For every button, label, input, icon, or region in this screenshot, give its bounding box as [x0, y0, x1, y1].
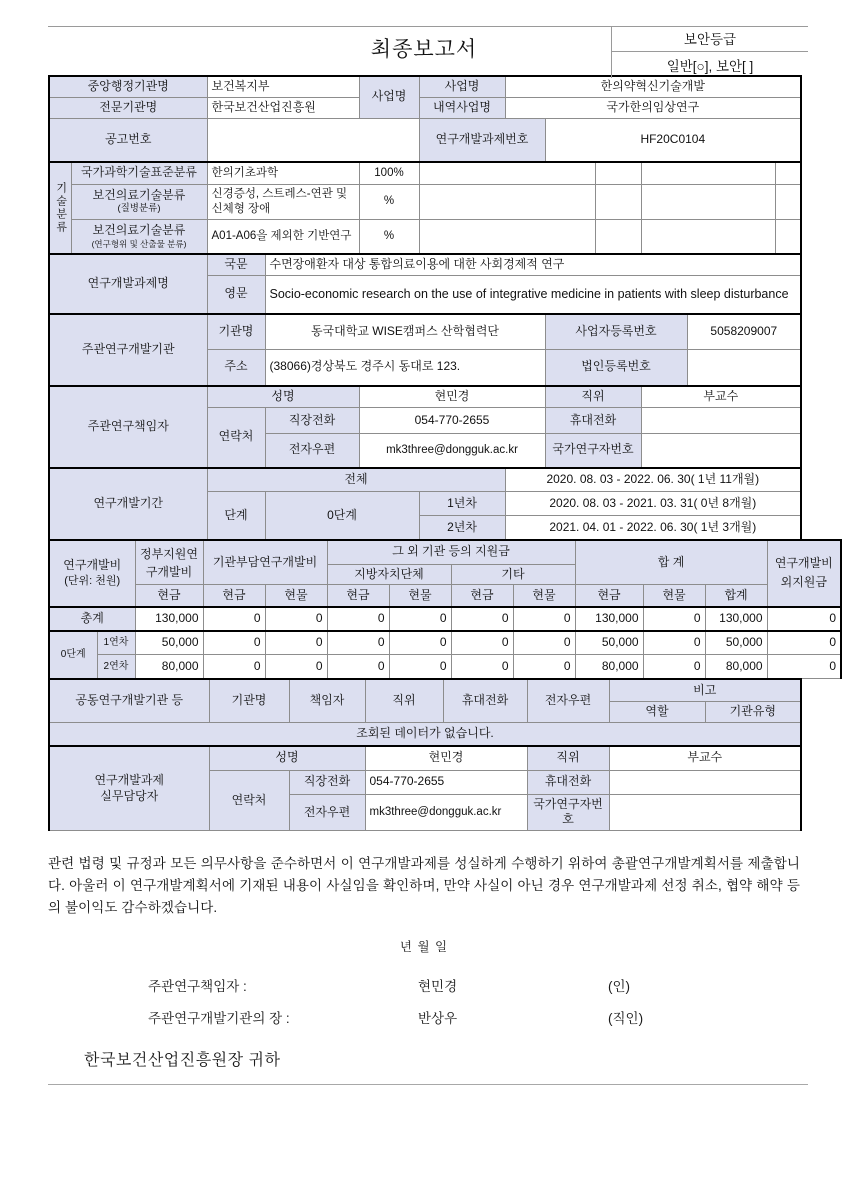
- addressee: 한국보건산업진흥원장 귀하: [84, 1051, 281, 1069]
- tech-row-pct-2: %: [359, 220, 419, 254]
- host-org-label: 주관연구개발기관: [49, 314, 207, 386]
- tech-row-extra-1c: [641, 184, 775, 219]
- budget-row-org-cash-0: 0: [203, 607, 265, 631]
- budget-local-label: 지방자치단체: [327, 564, 451, 585]
- joint-org-mobile-header: 휴대전화: [443, 679, 527, 722]
- table-row: [49, 97, 801, 118]
- table-row: [49, 607, 841, 631]
- signature-seal-org-head: (직인): [608, 1010, 644, 1026]
- declaration-text: 관련 법령 및 규정과 모든 의무사항을 준수하면서 이 연구개발과제를 성실하게 수행하기 위하여 총괄연구개발계획서를 제출합니다. 아울러 이 연구개발계획서에 기재된 내용이 사실임을 확인하며, 만약 사실이 아닌 경우 연구개발과제 선정 취소, 협약 해약 등의 불이익도 감수하겠습니다.: [48, 856, 800, 916]
- pi-mobile-value: [641, 408, 801, 434]
- pi-email-value: mk3three@dongguk.ac.kr: [359, 434, 545, 468]
- signature-label-pi: 주관연구책임자 :: [148, 978, 247, 994]
- budget-total-inkind-label: 현물: [643, 585, 705, 607]
- budget-row-local-inkind-1: 0: [389, 631, 451, 655]
- table-row: [49, 746, 801, 770]
- budget-etc-inkind-label: 현물: [513, 585, 575, 607]
- budget-gov-label: 정부지원연구개발비: [135, 540, 203, 585]
- project-title-korean-label: 국문: [207, 254, 265, 276]
- tech-row-label-2: 보건의료기술분류 (연구형위 및 산출물 분류): [71, 220, 207, 254]
- budget-org-label: 기관부담연구개발비: [203, 540, 327, 585]
- staff-researcher-no-label: 국가연구자번호: [527, 794, 609, 831]
- budget-row-name-0: 총계: [49, 607, 135, 631]
- staff-researcher-no-value: [609, 794, 801, 831]
- budget-org-cash-label: 현금: [203, 585, 265, 607]
- staff-position-value: 부교수: [609, 746, 801, 770]
- pi-researcher-no-value: [641, 434, 801, 468]
- staff-office-phone-label: 직장전화: [289, 770, 365, 794]
- period-stage-label: 단계: [207, 492, 265, 540]
- bottom-divider: [48, 1084, 808, 1085]
- budget-other-label: 그 외 기관 등의 지원금: [327, 540, 575, 564]
- budget-row-gov-cash-2: 80,000: [135, 655, 203, 679]
- budget-row-etc-cash-1: 0: [451, 631, 513, 655]
- tech-row-value-1: 신경증성, 스트레스-연관 및 신체형 장애: [207, 184, 359, 219]
- project-group-label: 사업명: [359, 76, 419, 118]
- budget-etc-cash-label: 현금: [451, 585, 513, 607]
- corp-reg-number-value: [687, 350, 801, 386]
- pi-contact-label: 연락처: [207, 408, 265, 468]
- staff-name-value: 현민경: [365, 746, 527, 770]
- tech-row-extra-2c: [641, 220, 775, 254]
- budget-row-org-inkind-1: 0: [265, 631, 327, 655]
- budget-row-local-cash-0: 0: [327, 607, 389, 631]
- joint-org-name-header: 기관명: [209, 679, 289, 722]
- joint-org-position-header: 직위: [365, 679, 443, 722]
- tech-row-extra-1a: [419, 184, 595, 219]
- budget-row-local-inkind-2: 0: [389, 655, 451, 679]
- staff-email-label: 전자우편: [289, 794, 365, 831]
- staff-mobile-label: 휴대전화: [527, 770, 609, 794]
- budget-row-etc-inkind-2: 0: [513, 655, 575, 679]
- host-org-name-value: 동국대학교 WISE캠퍼스 산학협력단: [265, 314, 545, 350]
- pi-researcher-no-label: 국가연구자번호: [545, 434, 641, 468]
- staff-mobile-value: [609, 770, 801, 794]
- central-agency-value: 보건복지부: [207, 76, 359, 97]
- budget-row-gov-cash-0: 130,000: [135, 607, 203, 631]
- table-row: [49, 631, 841, 655]
- corp-reg-number-label: 법인등록번호: [545, 350, 687, 386]
- tech-row-pct-0: 100%: [359, 162, 419, 184]
- pi-name-value: 현민경: [359, 386, 545, 408]
- period-stage-value: 0단계: [265, 492, 419, 540]
- tech-row-pct-1: %: [359, 184, 419, 219]
- period-year-value-1: 2021. 04. 01 - 2022. 06. 30( 1년 3개월): [505, 516, 801, 540]
- host-org-address-label: 주소: [207, 350, 265, 386]
- budget-row-local-cash-1: 0: [327, 631, 389, 655]
- joint-org-manager-header: 책임자: [289, 679, 365, 722]
- security-grade-value: 일반[○], 보안[ ]: [666, 59, 754, 74]
- budget-row-etc-inkind-1: 0: [513, 631, 575, 655]
- table-row: [49, 220, 801, 254]
- pi-position-label: 직위: [545, 386, 641, 408]
- budget-row-org-cash-1: 0: [203, 631, 265, 655]
- specialized-agency-value: 한국보건산업진흥원: [207, 97, 359, 118]
- budget-row-tot-cash-1: 50,000: [575, 631, 643, 655]
- budget-row-tot-inkind-0: 0: [643, 607, 705, 631]
- notice-number-label: 공고번호: [49, 118, 207, 162]
- budget-row-etc-cash-0: 0: [451, 607, 513, 631]
- budget-row-tot-sum-2: 80,000: [705, 655, 767, 679]
- budget-row-tot-sum-0: 130,000: [705, 607, 767, 631]
- central-agency-label: 중앙행정기관명: [49, 76, 207, 97]
- pi-office-phone-label: 직장전화: [265, 408, 359, 434]
- project-title-english-value: Socio-economic research on the use of integrative medicine in patients with sleep disturbance: [265, 276, 801, 314]
- budget-row-etc-inkind-0: 0: [513, 607, 575, 631]
- table-row: [49, 468, 801, 492]
- table-row: [49, 184, 801, 219]
- biz-reg-number-label: 사업자등록번호: [545, 314, 687, 350]
- tech-row-extra-2d: [775, 220, 801, 254]
- budget-row-outside-0: 0: [767, 607, 841, 631]
- staff-contact-label: 연락처: [209, 770, 289, 831]
- staff-email-value: mk3three@dongguk.ac.kr: [365, 794, 527, 831]
- notice-number-value: [207, 118, 419, 162]
- joint-org-type-header: 기관유형: [705, 701, 801, 722]
- declaration-date-line: 년 월 일: [399, 939, 449, 954]
- project-title-english-label: 영문: [207, 276, 265, 314]
- period-year-label-0: 1년차: [419, 492, 505, 516]
- page-title: 최종보고서: [370, 38, 478, 61]
- budget-stage-label: 0단계: [49, 631, 97, 679]
- budget-corner-label: 연구개발비 (단위: 천원): [49, 540, 135, 607]
- tech-row-value-2: A01-A06을 제외한 기반연구: [207, 220, 359, 254]
- tech-classification-side-label: 기술분류: [49, 162, 71, 253]
- signature-row-pi: [48, 975, 800, 1007]
- period-year-label-1: 2년차: [419, 516, 505, 540]
- staff-office-phone-value: 054-770-2655: [365, 770, 527, 794]
- budget-row-gov-cash-1: 50,000: [135, 631, 203, 655]
- tech-row-extra-0d: [775, 162, 801, 184]
- budget-org-inkind-label: 현물: [265, 585, 327, 607]
- title-band: [48, 27, 800, 73]
- staff-label: 연구개발과제 실무담당자: [49, 746, 209, 831]
- table-row: [49, 76, 801, 97]
- project-name-label: 사업명: [419, 76, 505, 97]
- budget-table: [48, 539, 842, 679]
- tech-row-label-1: 보건의료기술분류 (질병분류): [71, 184, 207, 219]
- budget-row-local-cash-2: 0: [327, 655, 389, 679]
- task-number-label: 연구개발과제번호: [419, 118, 545, 162]
- joint-org-table: [48, 678, 802, 831]
- detail-project-value: 국가한의임상연구: [505, 97, 801, 118]
- table-row: [49, 118, 801, 162]
- budget-row-name-1: 1연차: [97, 631, 135, 655]
- task-number-value: HF20C0104: [545, 118, 801, 162]
- joint-org-empty-message: 조회된 데이터가 없습니다.: [49, 722, 801, 746]
- joint-org-label: 공동연구개발기관 등: [49, 679, 209, 722]
- tech-row-extra-1d: [775, 184, 801, 219]
- tech-row-label-0: 국가과학기술표준분류: [71, 162, 207, 184]
- budget-row-outside-1: 0: [767, 631, 841, 655]
- signature-row-org-head: [48, 1007, 800, 1039]
- budget-row-tot-sum-1: 50,000: [705, 631, 767, 655]
- table-row: [49, 540, 841, 564]
- security-grade-label: 보안등급: [612, 26, 808, 52]
- budget-row-tot-inkind-1: 0: [643, 631, 705, 655]
- budget-row-local-inkind-0: 0: [389, 607, 451, 631]
- budget-local-inkind-label: 현물: [389, 585, 451, 607]
- signature-name-org-head: 반상우: [418, 1010, 458, 1026]
- staff-position-label: 직위: [527, 746, 609, 770]
- table-row: [49, 162, 801, 184]
- security-grade-box: [611, 26, 808, 78]
- pi-office-phone-value: 054-770-2655: [359, 408, 545, 434]
- budget-row-name-2: 2연차: [97, 655, 135, 679]
- pi-label: 주관연구책임자: [49, 386, 207, 468]
- tech-row-extra-0a: [419, 162, 595, 184]
- budget-total-cash-label: 현금: [575, 585, 643, 607]
- table-row: [49, 585, 841, 607]
- tech-row-value-0: 한의기초과학: [207, 162, 359, 184]
- table-row: [49, 679, 801, 701]
- signature-seal-pi: (인): [608, 978, 631, 994]
- joint-org-note-header: 비고: [609, 679, 801, 701]
- tech-row-extra-2b: [595, 220, 641, 254]
- joint-org-email-header: 전자우편: [527, 679, 609, 722]
- budget-row-tot-inkind-2: 0: [643, 655, 705, 679]
- period-year-value-0: 2020. 08. 03 - 2021. 03. 31( 0년 8개월): [505, 492, 801, 516]
- table-row: [49, 722, 801, 746]
- pi-name-label: 성명: [207, 386, 359, 408]
- host-org-name-label: 기관명: [207, 314, 265, 350]
- period-total-label: 전체: [207, 468, 505, 492]
- tech-row-extra-0c: [641, 162, 775, 184]
- table-row: [49, 254, 801, 276]
- table-row: [49, 655, 841, 679]
- report-main-table: [48, 75, 802, 540]
- staff-name-label: 성명: [209, 746, 365, 770]
- project-name-value: 한의약혁신기술개발: [505, 76, 801, 97]
- project-title-korean-value: 수면장애환자 대상 통합의료이용에 대한 사회경제적 연구: [265, 254, 801, 276]
- budget-total-sum-label: 합계: [705, 585, 767, 607]
- biz-reg-number-value: 5058209007: [687, 314, 801, 350]
- signature-block: [48, 975, 800, 1039]
- budget-total-label: 합 계: [575, 540, 767, 585]
- budget-row-org-inkind-0: 0: [265, 607, 327, 631]
- period-label: 연구개발기간: [49, 468, 207, 540]
- budget-row-org-inkind-2: 0: [265, 655, 327, 679]
- pi-mobile-label: 휴대전화: [545, 408, 641, 434]
- project-title-label: 연구개발과제명: [49, 254, 207, 314]
- budget-row-outside-2: 0: [767, 655, 841, 679]
- signature-label-org-head: 주관연구개발기관의 장 :: [148, 1010, 290, 1026]
- signature-name-pi: 현민경: [418, 978, 458, 994]
- declaration-section: [48, 853, 800, 1085]
- pi-position-value: 부교수: [641, 386, 801, 408]
- pi-email-label: 전자우편: [265, 434, 359, 468]
- tech-row-extra-0b: [595, 162, 641, 184]
- host-org-address-value: (38066)경상북도 경주시 동대로 123.: [265, 350, 545, 386]
- specialized-agency-label: 전문기관명: [49, 97, 207, 118]
- joint-org-role-header: 역할: [609, 701, 705, 722]
- table-row: [49, 386, 801, 408]
- tech-row-extra-1b: [595, 184, 641, 219]
- budget-row-org-cash-2: 0: [203, 655, 265, 679]
- budget-row-tot-cash-0: 130,000: [575, 607, 643, 631]
- table-row: [49, 314, 801, 350]
- budget-outside-label: 연구개발비 외지원금: [767, 540, 841, 607]
- detail-project-label: 내역사업명: [419, 97, 505, 118]
- budget-etc-label: 기타: [451, 564, 575, 585]
- budget-gov-cash-label: 현금: [135, 585, 203, 607]
- budget-row-etc-cash-2: 0: [451, 655, 513, 679]
- budget-local-cash-label: 현금: [327, 585, 389, 607]
- period-total-value: 2020. 08. 03 - 2022. 06. 30( 1년 11개월): [505, 468, 801, 492]
- tech-row-extra-2a: [419, 220, 595, 254]
- budget-row-tot-cash-2: 80,000: [575, 655, 643, 679]
